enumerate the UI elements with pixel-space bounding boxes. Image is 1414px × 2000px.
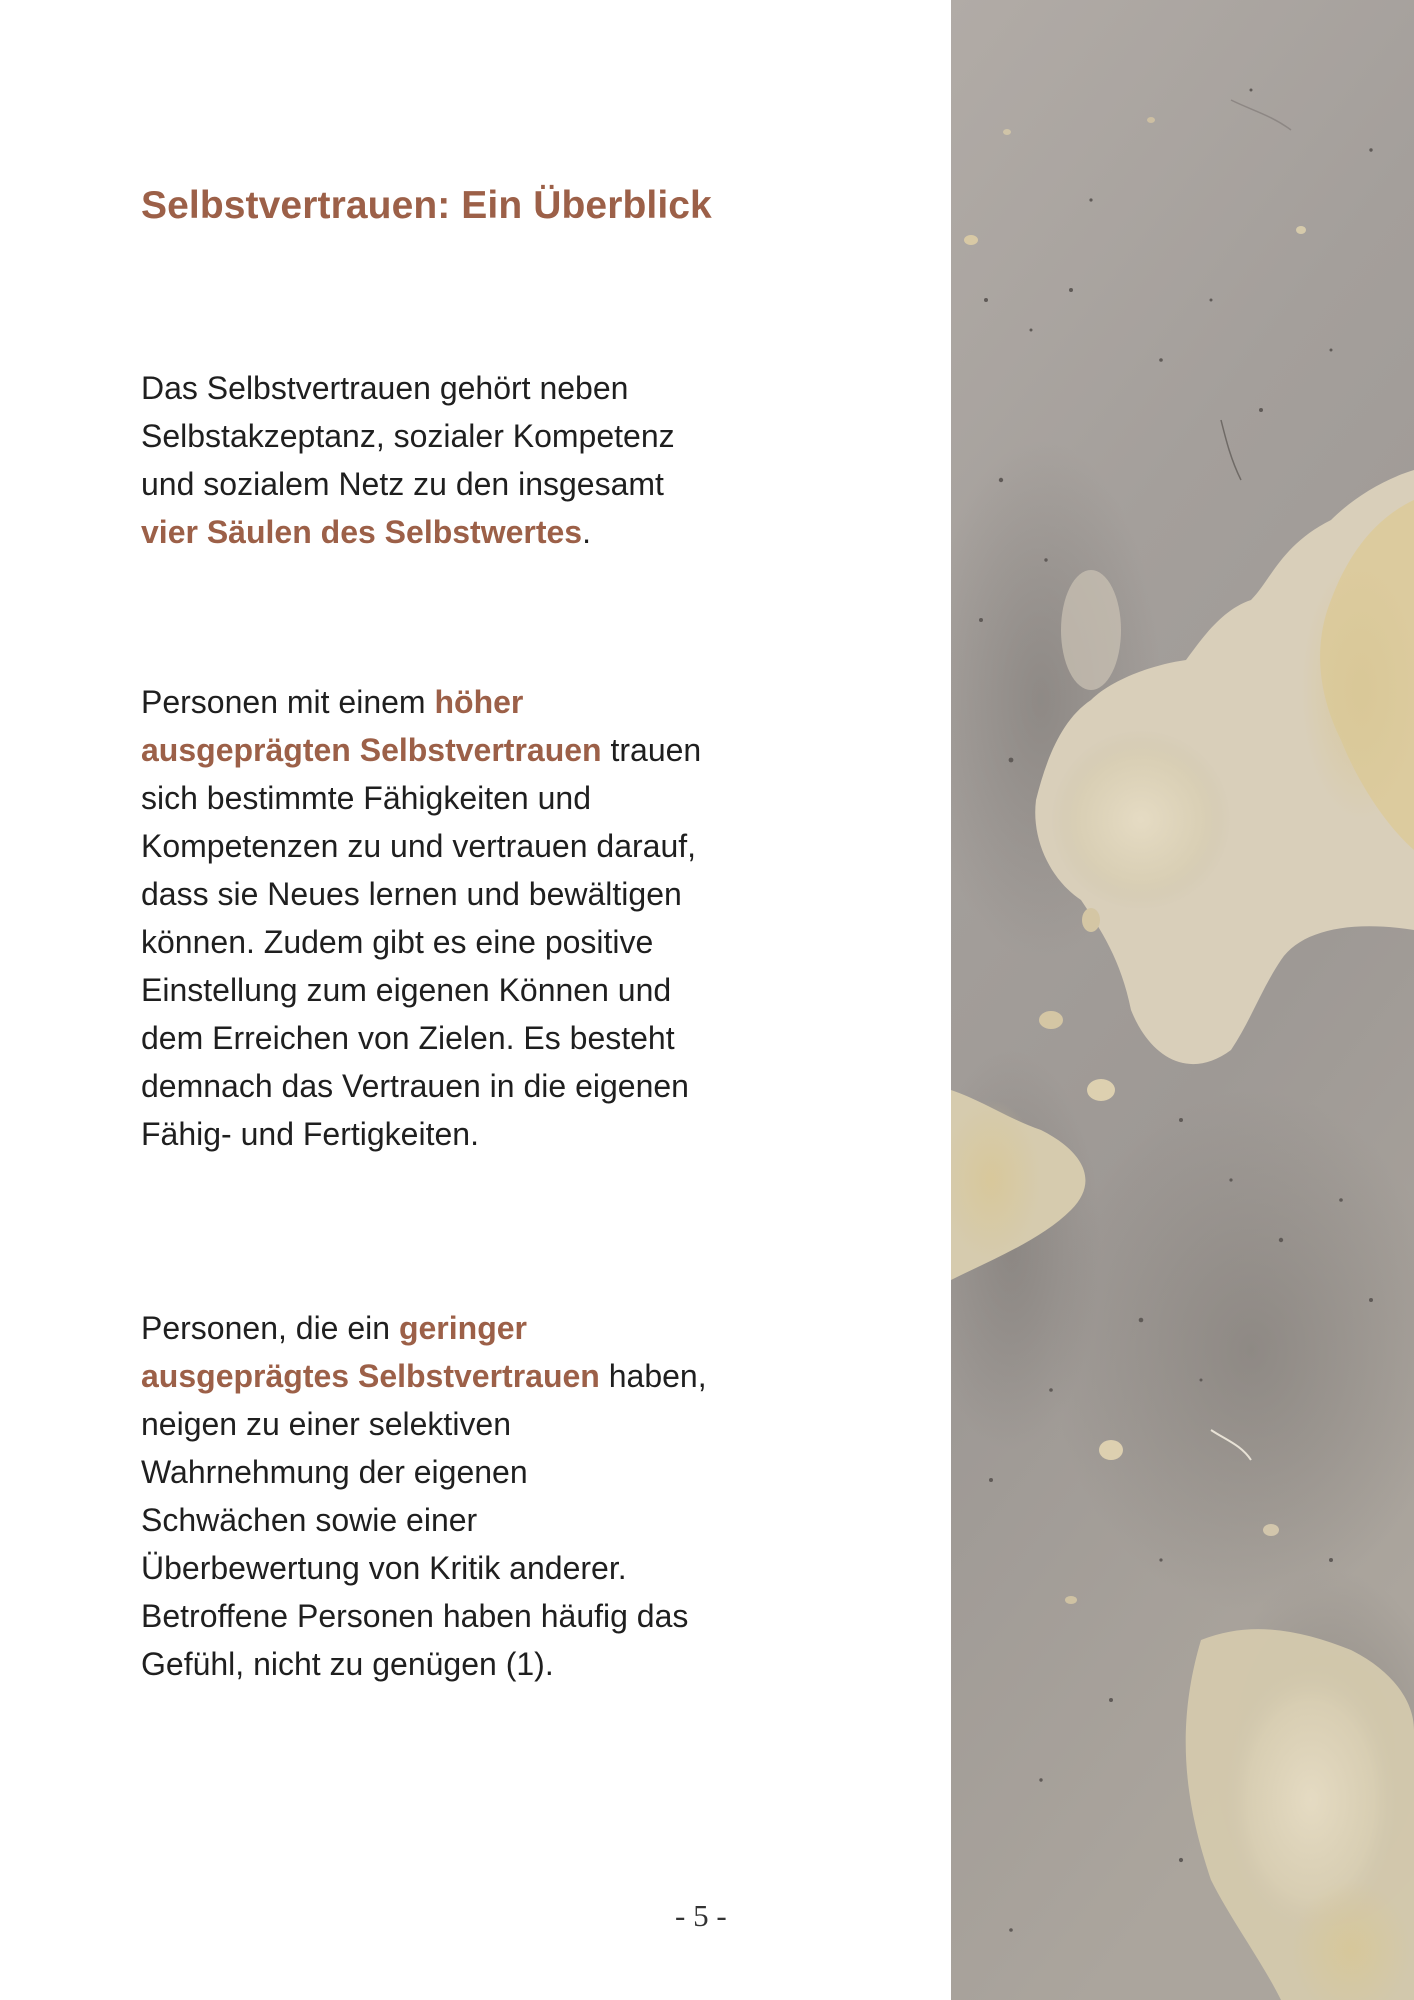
paragraph-high-confidence (141, 678, 781, 1158)
paragraph-line: können. Zudem gibt es eine positive (141, 924, 654, 960)
paragraph-line: Gefühl, nicht zu genügen (1). (141, 1646, 554, 1682)
highlight-higher: höher (434, 684, 524, 720)
highlight-pronounced-confidence: ausgeprägten Selbstvertrauen (141, 732, 602, 768)
paragraph-line: Überbewertung von Kritik anderer. (141, 1550, 627, 1586)
paragraph-low-confidence (141, 1304, 781, 1688)
paragraph-line (141, 1304, 781, 1352)
paragraph-text: haben, (599, 1358, 707, 1394)
paragraph-text: . (582, 514, 591, 550)
paragraph-line: Selbstakzeptanz, sozialer Kompetenz (141, 418, 675, 454)
stone-texture-image (951, 0, 1414, 2000)
paragraph-line: dem Erreichen von Zielen. Es besteht (141, 1020, 675, 1056)
paragraph-line (141, 508, 781, 556)
paragraph-line (141, 726, 781, 774)
paragraph-text: trauen (601, 732, 702, 768)
paragraph-line: Schwächen sowie einer (141, 1502, 478, 1538)
paragraph-line: sich bestimmte Fähigkeiten und (141, 780, 591, 816)
page-title: Selbstvertrauen: Ein Überblick (141, 184, 712, 227)
paragraph-line: demnach das Vertrauen in die eigenen (141, 1068, 689, 1104)
paragraph-line (141, 678, 781, 726)
paragraph-four-pillars (141, 364, 781, 556)
page-number: - 5 - (675, 1898, 727, 1933)
paragraph-line: dass sie Neues lernen und bewältigen (141, 876, 682, 912)
highlight-four-pillars: vier Säulen des Selbstwertes (141, 514, 583, 550)
highlight-low-confidence: ausgeprägtes Selbstvertrauen (141, 1358, 600, 1394)
paragraph-line: Das Selbstvertrauen gehört neben (141, 370, 629, 406)
paragraph-line: Wahrnehmung der eigenen (141, 1454, 528, 1490)
text-column (141, 0, 781, 2000)
paragraph-line: Betroffene Personen haben häufig das (141, 1598, 689, 1634)
paragraph-line: neigen zu einer selektiven (141, 1406, 512, 1442)
paragraph-text: Personen, die ein (141, 1310, 399, 1346)
highlight-lower: geringer (398, 1310, 527, 1346)
paragraph-line: Einstellung zum eigenen Können und (141, 972, 672, 1008)
stone-texture-svg (951, 0, 1414, 2000)
paragraph-line: Kompetenzen zu und vertrauen darauf, (141, 828, 697, 864)
paragraph-line: und sozialem Netz zu den insgesamt (141, 466, 664, 502)
paragraph-line (141, 1352, 781, 1400)
paragraph-line: Fähig- und Fertigkeiten. (141, 1116, 479, 1152)
paragraph-text: Personen mit einem (141, 684, 435, 720)
